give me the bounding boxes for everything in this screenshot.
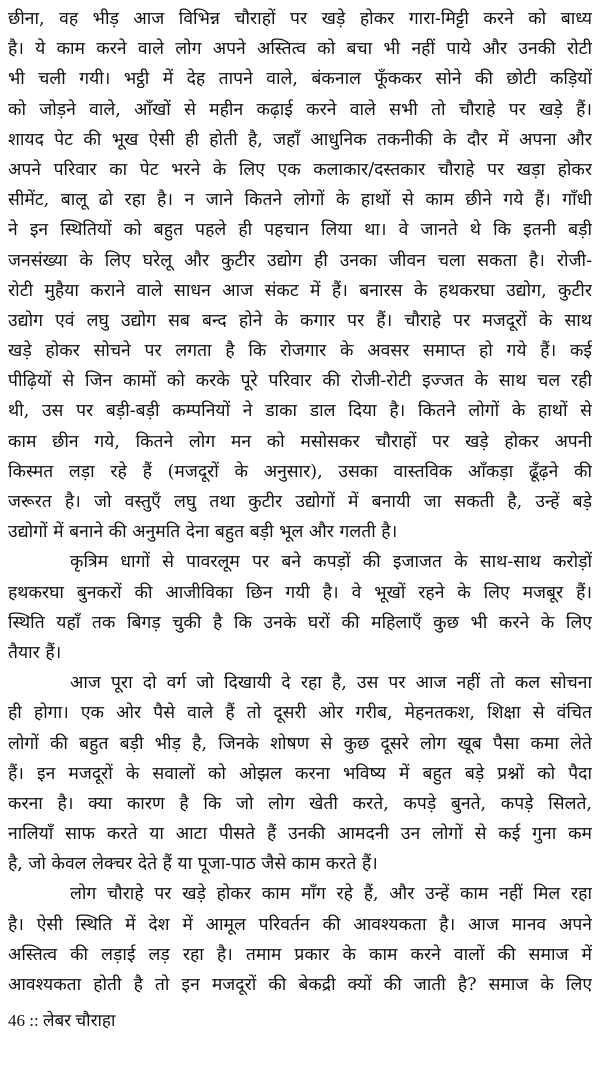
text-line: तैयार हैं।: [8, 642, 62, 663]
paragraph-start-line: आज पूरा दो वर्ग जो दिखायी दे रहा है, उस पर आज नहीं तो कल सोचना: [70, 673, 592, 694]
text-line: थी, उस पर बड़ी-बड़ी कम्पनियों ने डाका डाल दिया है। कितने लोगों के हाथों से: [8, 401, 592, 422]
text-line: है। ये काम करने वाले लोग अपने अस्तित्व को बचा भी नहीं पाये और उनकी रोटी: [8, 39, 592, 60]
text-line: काम छीन गये, कितने लोग मन को मसोसकर चौराहों पर खड़े होकर अपनी: [8, 431, 592, 452]
text-line: अस्तित्व की लड़ाई लड़ रहा है। तमाम प्रकार के काम करने वालों की समाज में: [8, 944, 592, 965]
paragraph-start-line: लोग चौराहे पर खड़े होकर काम माँग रहे हैं, और उन्हें काम नहीं मिल रहा: [70, 884, 592, 905]
text-line: जनसंख्या के लिए घरेलू और कुटीर उद्योग ही उनका जीवन चला सकता है। रोजी-: [8, 250, 592, 271]
text-line: ही होगा। एक ओर पैसे वाले हैं तो दूसरी ओर गरीब, मेहनतकश, शिक्षा से वंचित: [8, 703, 592, 724]
paragraph-start-line: कृत्रिम धागों से पावरलूम पर बने कपड़ों की इजाजत के साथ-साथ करोड़ों: [70, 552, 592, 573]
text-line: अपने परिवार का पेट भरने के लिए एक कलाकार/दस्तकार चौराहे पर खड़ा होकर: [8, 159, 592, 180]
text-line: हैं। इन मजदूरों के सवालों को ओझल करना भविष्य में बहुत बड़े प्रश्नों को पैदा: [8, 763, 592, 784]
text-line: है। ऐसी स्थिति में देश में आमूल परिवर्तन की आवश्यकता है। आज मानव अपने: [8, 914, 592, 935]
text-line: नालियाँ साफ करते या आटा पीसते हैं उनकी आमदनी उन लोगों से कई गुना कम: [8, 824, 592, 845]
text-line: जरूरत है। जो वस्तुएँ लघु तथा कुटीर उद्योगों में बनायी जा सकती है, उन्हें बड़े: [8, 492, 592, 512]
text-line: उद्योग एवं लघु उद्योग सब बन्द होने के कगार पर हैं। चौराहे पर मजदूरों के साथ: [8, 310, 592, 331]
text-line: को जोड़ने वाले, आँखों से महीन कढ़ाई करने वाले सभी तो चौराहे पर खड़े हैं।: [8, 99, 592, 120]
text-line: शायद पेट की भूख ऐसी ही होती है, जहाँ आधुनिक तकनीकी के दौर में अपना और: [8, 129, 592, 150]
text-line: भी चली गयी। भट्ठी में देह तापने वाले, बंकनाल फूँककर सोने की छोटी कड़ियों: [8, 69, 592, 90]
page-footer: 46 :: लेबर चौराहा: [8, 1011, 116, 1030]
text-line: स्थिति यहाँ तक बिगड़ चुकी है कि उनके घरों की महिलाएँ कुछ भी करने के लिए: [8, 612, 592, 633]
text-line: उद्योगों में बनाने की अनुमति देना बहुत बड़ी भूल और गलती है।: [8, 522, 398, 543]
body-text: [8, 4, 592, 1000]
text-line: लोगों की बहुत बड़ी भीड़ है, जिनके शोषण से कुछ दूसरे लोग खूब पैसा कमा लेते: [8, 733, 592, 754]
text-line: आवश्यकता होती है तो इन मजदूरों की बेकद्री क्यों की जाती है? समाज के लिए: [8, 975, 592, 995]
text-line: है, जो केवल लेक्चर देते हैं या पूजा-पाठ जैसे काम करते हैं।: [8, 854, 378, 875]
text-line: पीढ़ियों से जिन कामों को करके पूरे परिवार की रोजी-रोटी इज्जत के साथ चल रही: [8, 371, 592, 392]
text-line: हथकरघा बुनकरों की आजीविका छिन गयी है। वे भूखों रहने के लिए मजबूर हैं।: [8, 582, 592, 603]
text-line: खड़े होकर सोचने पर लगता है कि रोजगार के अवसर समाप्त हो गये हैं। कई: [8, 341, 592, 362]
text-line: रोटी मुहैया कराने वाले साधन आज संकट में हैं। बनारस के हथकरघा उद्योग, कुटीर: [8, 280, 592, 301]
text-line: ने इन स्थितियों को बहुत पहले ही पहचान लिया था। वे जानते थे कि इतनी बड़ी: [8, 220, 592, 241]
text-line: करना है। क्या कारण है कि जो लोग खेती करते, कपड़े बुनते, कपड़े सिलते,: [8, 793, 592, 814]
text-line: किस्मत लड़ा रहे हैं (मजदूरों के अनुसार), उसका वास्तविक आँकड़ा ढूँढ़ने की: [8, 461, 592, 482]
text-line: छीना, वह भीड़ आज विभिन्न चौराहों पर खड़े होकर गारा-मिट्टी करने को बाध्य: [8, 9, 592, 29]
text-line: सीमेंट, बालू ढो रहा है। न जाने कितने लोगों के हाथों से काम छीने गये हैं। गाँधी: [8, 190, 592, 211]
